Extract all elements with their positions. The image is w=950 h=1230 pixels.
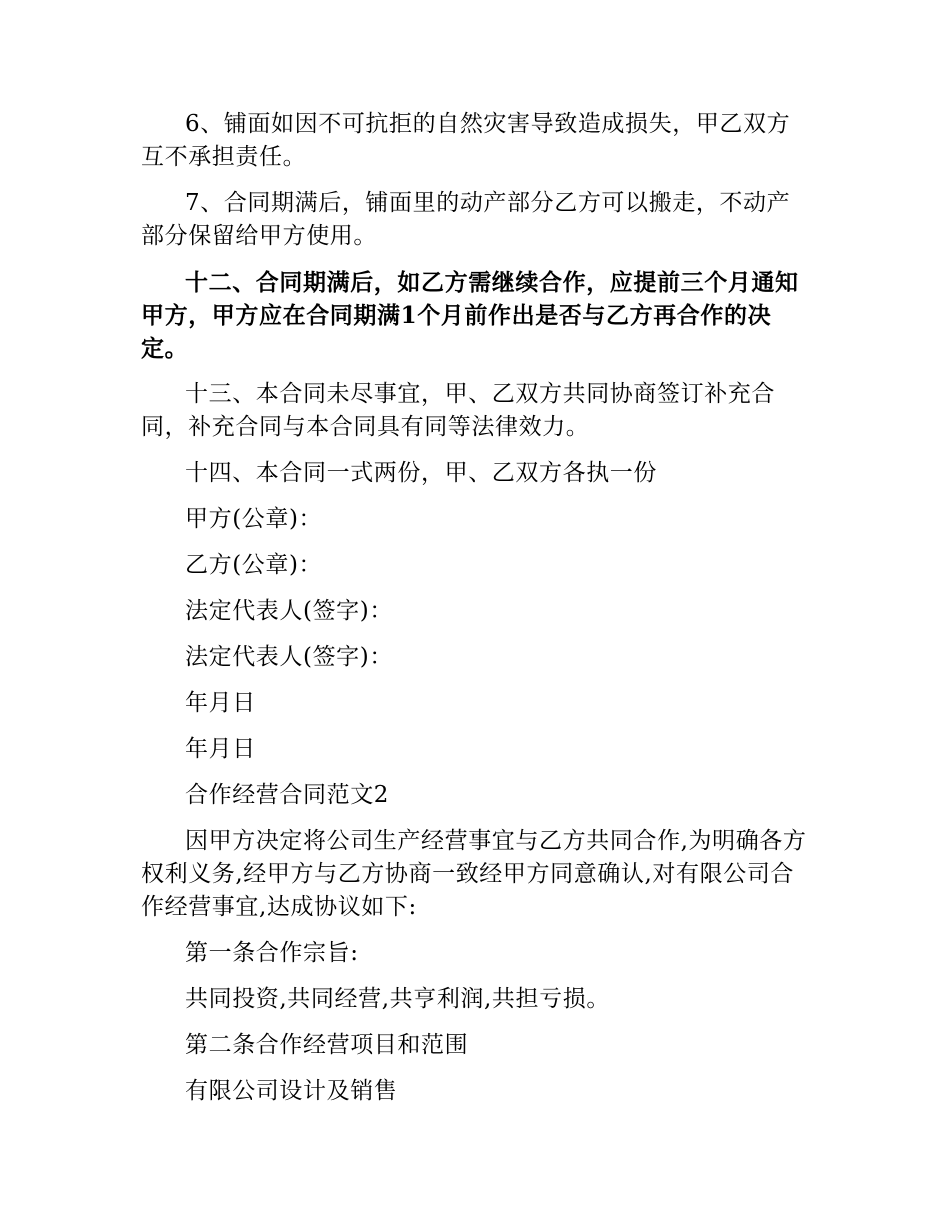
clause-movable-property: 7、合同期满后，铺面里的动产部分乙方可以搬走，不动产部分保留给甲方使用。 bbox=[141, 190, 791, 249]
clause-14-copies: 十四、本合同一式两份，甲、乙双方各执一份 bbox=[185, 460, 657, 486]
preamble: 因甲方决定将公司生产经营事宜与乙方共同合作,为明确各方权利义务,经甲方与乙方协商一致经甲方同意确认,对有限公司合作经营事宜,达成协议如下: bbox=[141, 828, 807, 920]
article-2-body: 有限公司设计及销售 bbox=[185, 1078, 398, 1104]
party-a-seal: 甲方(公章)： bbox=[185, 506, 323, 532]
article-1-body: 共同投资,共同经营,共亨利润,共担亏损。 bbox=[185, 986, 610, 1012]
clause-12-renewal: 十二、合同期满后，如乙方需继续合作，应提前三个月通知甲方，甲方应在合同期满1个月前作出是否与乙方再合作的决定。 bbox=[141, 269, 799, 362]
article-1-heading: 第一条合作宗旨: bbox=[185, 940, 359, 966]
legal-rep-signature-a: 法定代表人(签字)： bbox=[185, 598, 393, 624]
document-body bbox=[141, 108, 813, 1121]
legal-rep-signature-b: 法定代表人(签字)： bbox=[185, 644, 393, 670]
party-b-seal: 乙方(公章)： bbox=[185, 552, 323, 578]
date-line-a: 年月日 bbox=[185, 690, 256, 716]
article-2-heading: 第二条合作经营项目和范围 bbox=[185, 1032, 469, 1058]
clause-13-supplement: 十三、本合同未尽事宜，甲、乙双方共同协商签订补充合同，补充合同与本合同具有同等法律效力。 bbox=[141, 381, 775, 440]
clause-force-majeure: 6、铺面如因不可抗拒的自然灾害导致造成损失，甲乙双方互不承担责任。 bbox=[141, 111, 791, 170]
section-title-sample-2: 合作经营合同范文2 bbox=[185, 782, 390, 808]
date-line-b: 年月日 bbox=[185, 736, 256, 762]
